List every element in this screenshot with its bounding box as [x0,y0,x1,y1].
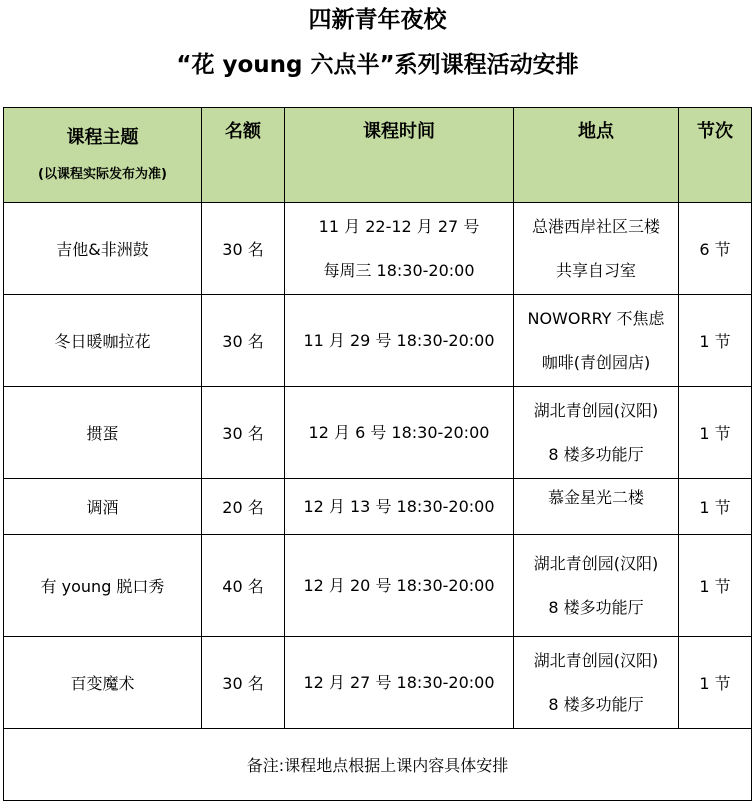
header-place-label: 地点 [578,121,614,142]
header-topic-note: (以课程实际发布为准) [38,167,167,182]
page-subtitle: “花 young 六点半”系列课程活动安排 [176,52,579,78]
cell-place [514,479,679,535]
table-row [4,203,752,295]
cell-quota: 20 名 [202,479,285,535]
cell-place-line: 慕金星光二楼 [547,488,644,507]
table-row [4,387,752,479]
cell-place [514,535,679,637]
note-text: 备注:课程地点根据上课内容具体安排 [4,729,752,801]
cell-time-line: 每周三 18:30-20:00 [323,260,475,280]
header-sessions [679,108,752,203]
cell-topic: 百变魔术 [4,637,202,729]
cell-sessions: 1 节 [679,535,752,637]
cell-time [285,479,514,535]
table-row [4,637,752,729]
cell-sessions: 1 节 [679,295,752,387]
table-row [4,295,752,387]
cell-place-line: 湖北青创园(汉阳) [533,400,659,420]
cell-sessions: 1 节 [679,387,752,479]
header-topic [4,108,202,203]
cell-place-line: 共享自习室 [555,260,636,280]
cell-time [285,203,514,295]
cell-place [514,203,679,295]
schedule-table [3,107,752,801]
cell-place [514,295,679,387]
cell-time-line: 11 月 22-12 月 27 号 [318,216,480,236]
cell-time [285,637,514,729]
table-row [4,479,752,535]
cell-time-line: 11 月 29 号 18:30-20:00 [303,330,495,350]
cell-place-line: 8 楼多功能厅 [548,597,644,617]
header-time [285,108,514,203]
cell-topic: 调酒 [4,479,202,535]
cell-place-line: 总港西岸社区三楼 [531,216,660,236]
cell-sessions: 1 节 [679,637,752,729]
header-time-label: 课程时间 [363,121,435,142]
table-row [4,535,752,637]
cell-quota: 30 名 [202,637,285,729]
cell-place-line: 湖北青创园(汉阳) [533,553,659,573]
cell-time [285,295,514,387]
cell-topic: 掼蛋 [4,387,202,479]
cell-time [285,387,514,479]
note-row [4,729,752,801]
table-header-row [4,108,752,203]
cell-time-line: 12 月 6 号 18:30-20:00 [308,422,490,442]
cell-place-line: NOWORRY 不焦虑 [527,308,665,328]
cell-place-line: 咖啡(青创园店) [541,352,651,372]
cell-place-line: 8 楼多功能厅 [548,694,644,714]
cell-topic: 有 young 脱口秀 [4,535,202,637]
cell-topic: 冬日暖咖拉花 [4,295,202,387]
header-sessions-label: 节次 [697,121,733,142]
cell-time-line: 12 月 27 号 18:30-20:00 [303,672,495,692]
header-place [514,108,679,203]
cell-time-line: 12 月 13 号 18:30-20:00 [303,496,495,516]
cell-time-line: 12 月 20 号 18:30-20:00 [303,575,495,595]
cell-place [514,637,679,729]
cell-quota: 40 名 [202,535,285,637]
page-title: 四新青年夜校 [308,7,447,33]
cell-place-line: 湖北青创园(汉阳) [533,650,659,670]
cell-topic: 吉他&非洲鼓 [4,203,202,295]
cell-sessions: 1 节 [679,479,752,535]
header-quota-label: 名额 [225,121,261,142]
header-quota [202,108,285,203]
cell-place [514,387,679,479]
cell-sessions: 6 节 [679,203,752,295]
cell-quota: 30 名 [202,295,285,387]
cell-time [285,535,514,637]
header-topic-label: 课程主题 [66,127,139,148]
cell-place-line: 8 楼多功能厅 [548,444,644,464]
cell-quota: 30 名 [202,387,285,479]
cell-quota: 30 名 [202,203,285,295]
